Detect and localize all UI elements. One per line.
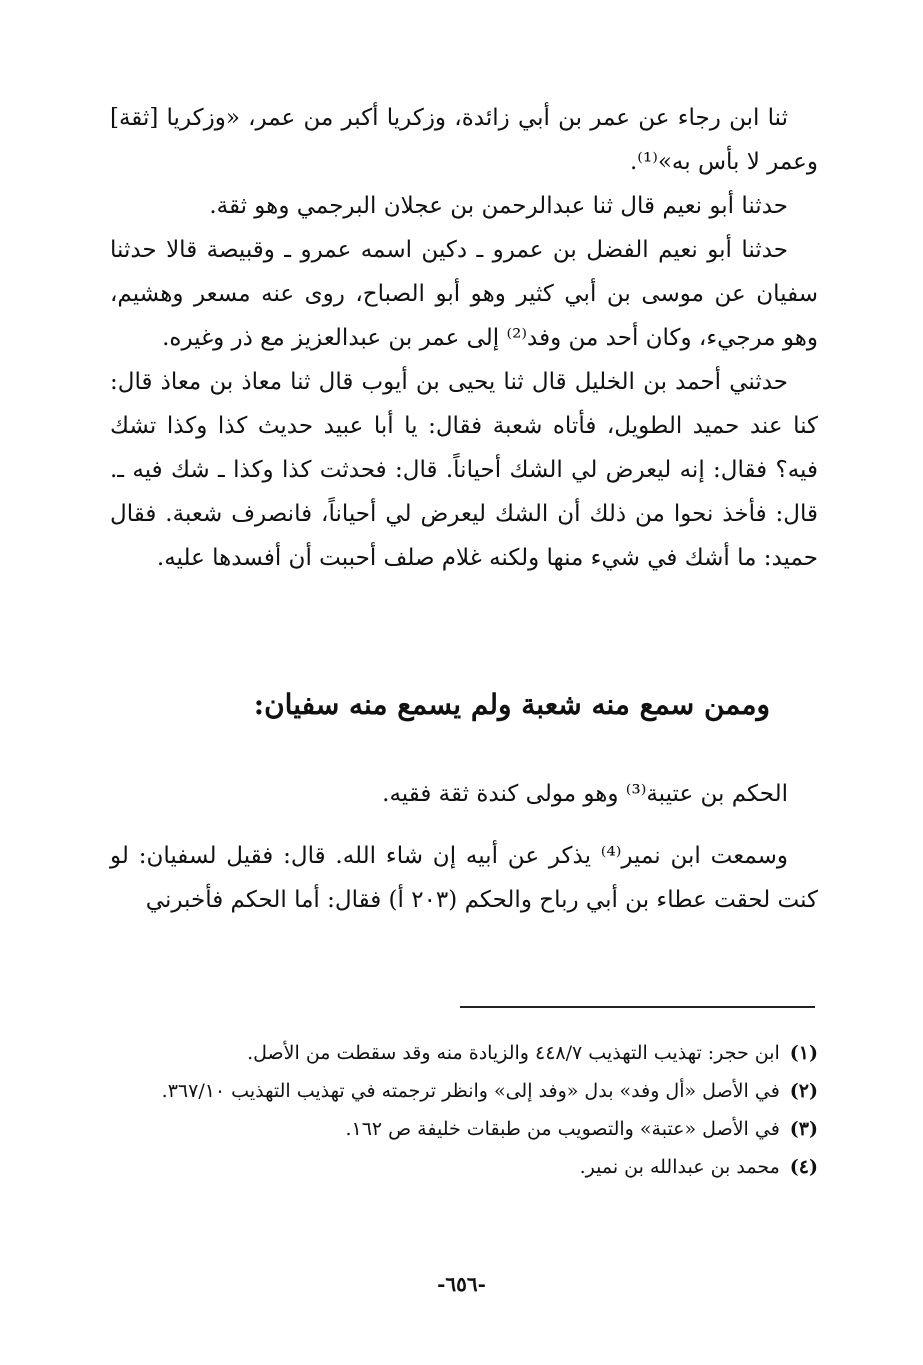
- footnote-number: (٣): [789, 1118, 818, 1140]
- section-paragraph-2: وسمعت ابن نمير⁽⁴⁾ يذكر عن أبيه إن شاء الله. قال: فقيل لسفيان: لو كنت لحقت عطاء بن أبي رباح والحكم (٢٠٣ أ) فقال: أما الحكم فأخبرني: [110, 843, 818, 913]
- paragraph-3: حدثنا أبو نعيم الفضل بن عمرو ـ دكين اسمه عمرو ـ وقبيصة قالا حدثنا سفيان عن موسى بن أبي كثير وهو أبو الصباح، روى عنه مسعر وهشيم، وهو مرجيء، وكان أحد من وفد⁽²⁾ إلى عمر بن عبدالعزيز مع ذر وغيره.: [110, 237, 818, 351]
- footnote-text: ابن حجر: تهذيب التهذيب ٤٤٨/٧ والزيادة منه وقد سقطت من الأصل.: [247, 1042, 780, 1064]
- footnote-2: [110, 1072, 818, 1110]
- page-number: -٦٥٦-: [437, 1272, 486, 1296]
- footnote-text: في الأصل «أل وفد» بدل «وفد إلى» وانظر ترجمته في تهذيب التهذيب ٣٦٧/١٠.: [161, 1080, 780, 1102]
- footnote-3: [110, 1110, 818, 1148]
- section-text-block: [110, 772, 818, 922]
- spacer: [110, 816, 818, 834]
- footnote-4: [110, 1148, 818, 1186]
- paragraph-2: حدثنا أبو نعيم قال ثنا عبدالرحمن بن عجلان البرجمي وهو ثقة.: [209, 193, 788, 219]
- footnote-number: (٢): [789, 1080, 818, 1102]
- footnote-text: في الأصل «عتبة» والتصويب من طبقات خليفة ص ١٦٢.: [345, 1118, 780, 1140]
- section-heading: وممن سمع منه شعبة ولم يسمع منه سفيان:: [253, 688, 770, 721]
- footnote-number: (٤): [789, 1156, 818, 1178]
- footnote-1: [110, 1034, 818, 1072]
- main-text-block: [110, 96, 818, 580]
- section-paragraph-1: الحكم بن عتيبة⁽³⁾ وهو مولى كندة ثقة فقيه.: [382, 781, 788, 807]
- footnote-divider: [460, 1006, 815, 1008]
- footnotes: [110, 1034, 818, 1186]
- footnote-number: (١): [789, 1042, 818, 1064]
- paragraph-1: ثنا ابن رجاء عن عمر بن أبي زائدة، وزكريا أكبر من عمر، «وزكريا [ثقة] وعمر لا بأس به»⁽¹⁾.: [110, 105, 818, 175]
- paragraph-4: حدثني أحمد بن الخليل قال ثنا يحيى بن أيوب قال ثنا معاذ بن معاذ قال: كنا عند حميد الطويل، فأتاه شعبة فقال: يا أبا عبيد حديث كذا وكذا تشك فيه؟ فقال: إنه ليعرض لي الشك أحياناً. قال: فحدثت كذا وكذا ـ شك فيه ـ. قال: فأخذ نحوا من ذلك أن الشك ليعرض لي أحياناً، فانصرف شعبة. فقال حميد: ما أشك في شيء منها ولكنه غلام صلف أحببت أن أفسدها عليه.: [110, 369, 818, 571]
- footnote-text: محمد بن عبدالله بن نمير.: [579, 1156, 780, 1178]
